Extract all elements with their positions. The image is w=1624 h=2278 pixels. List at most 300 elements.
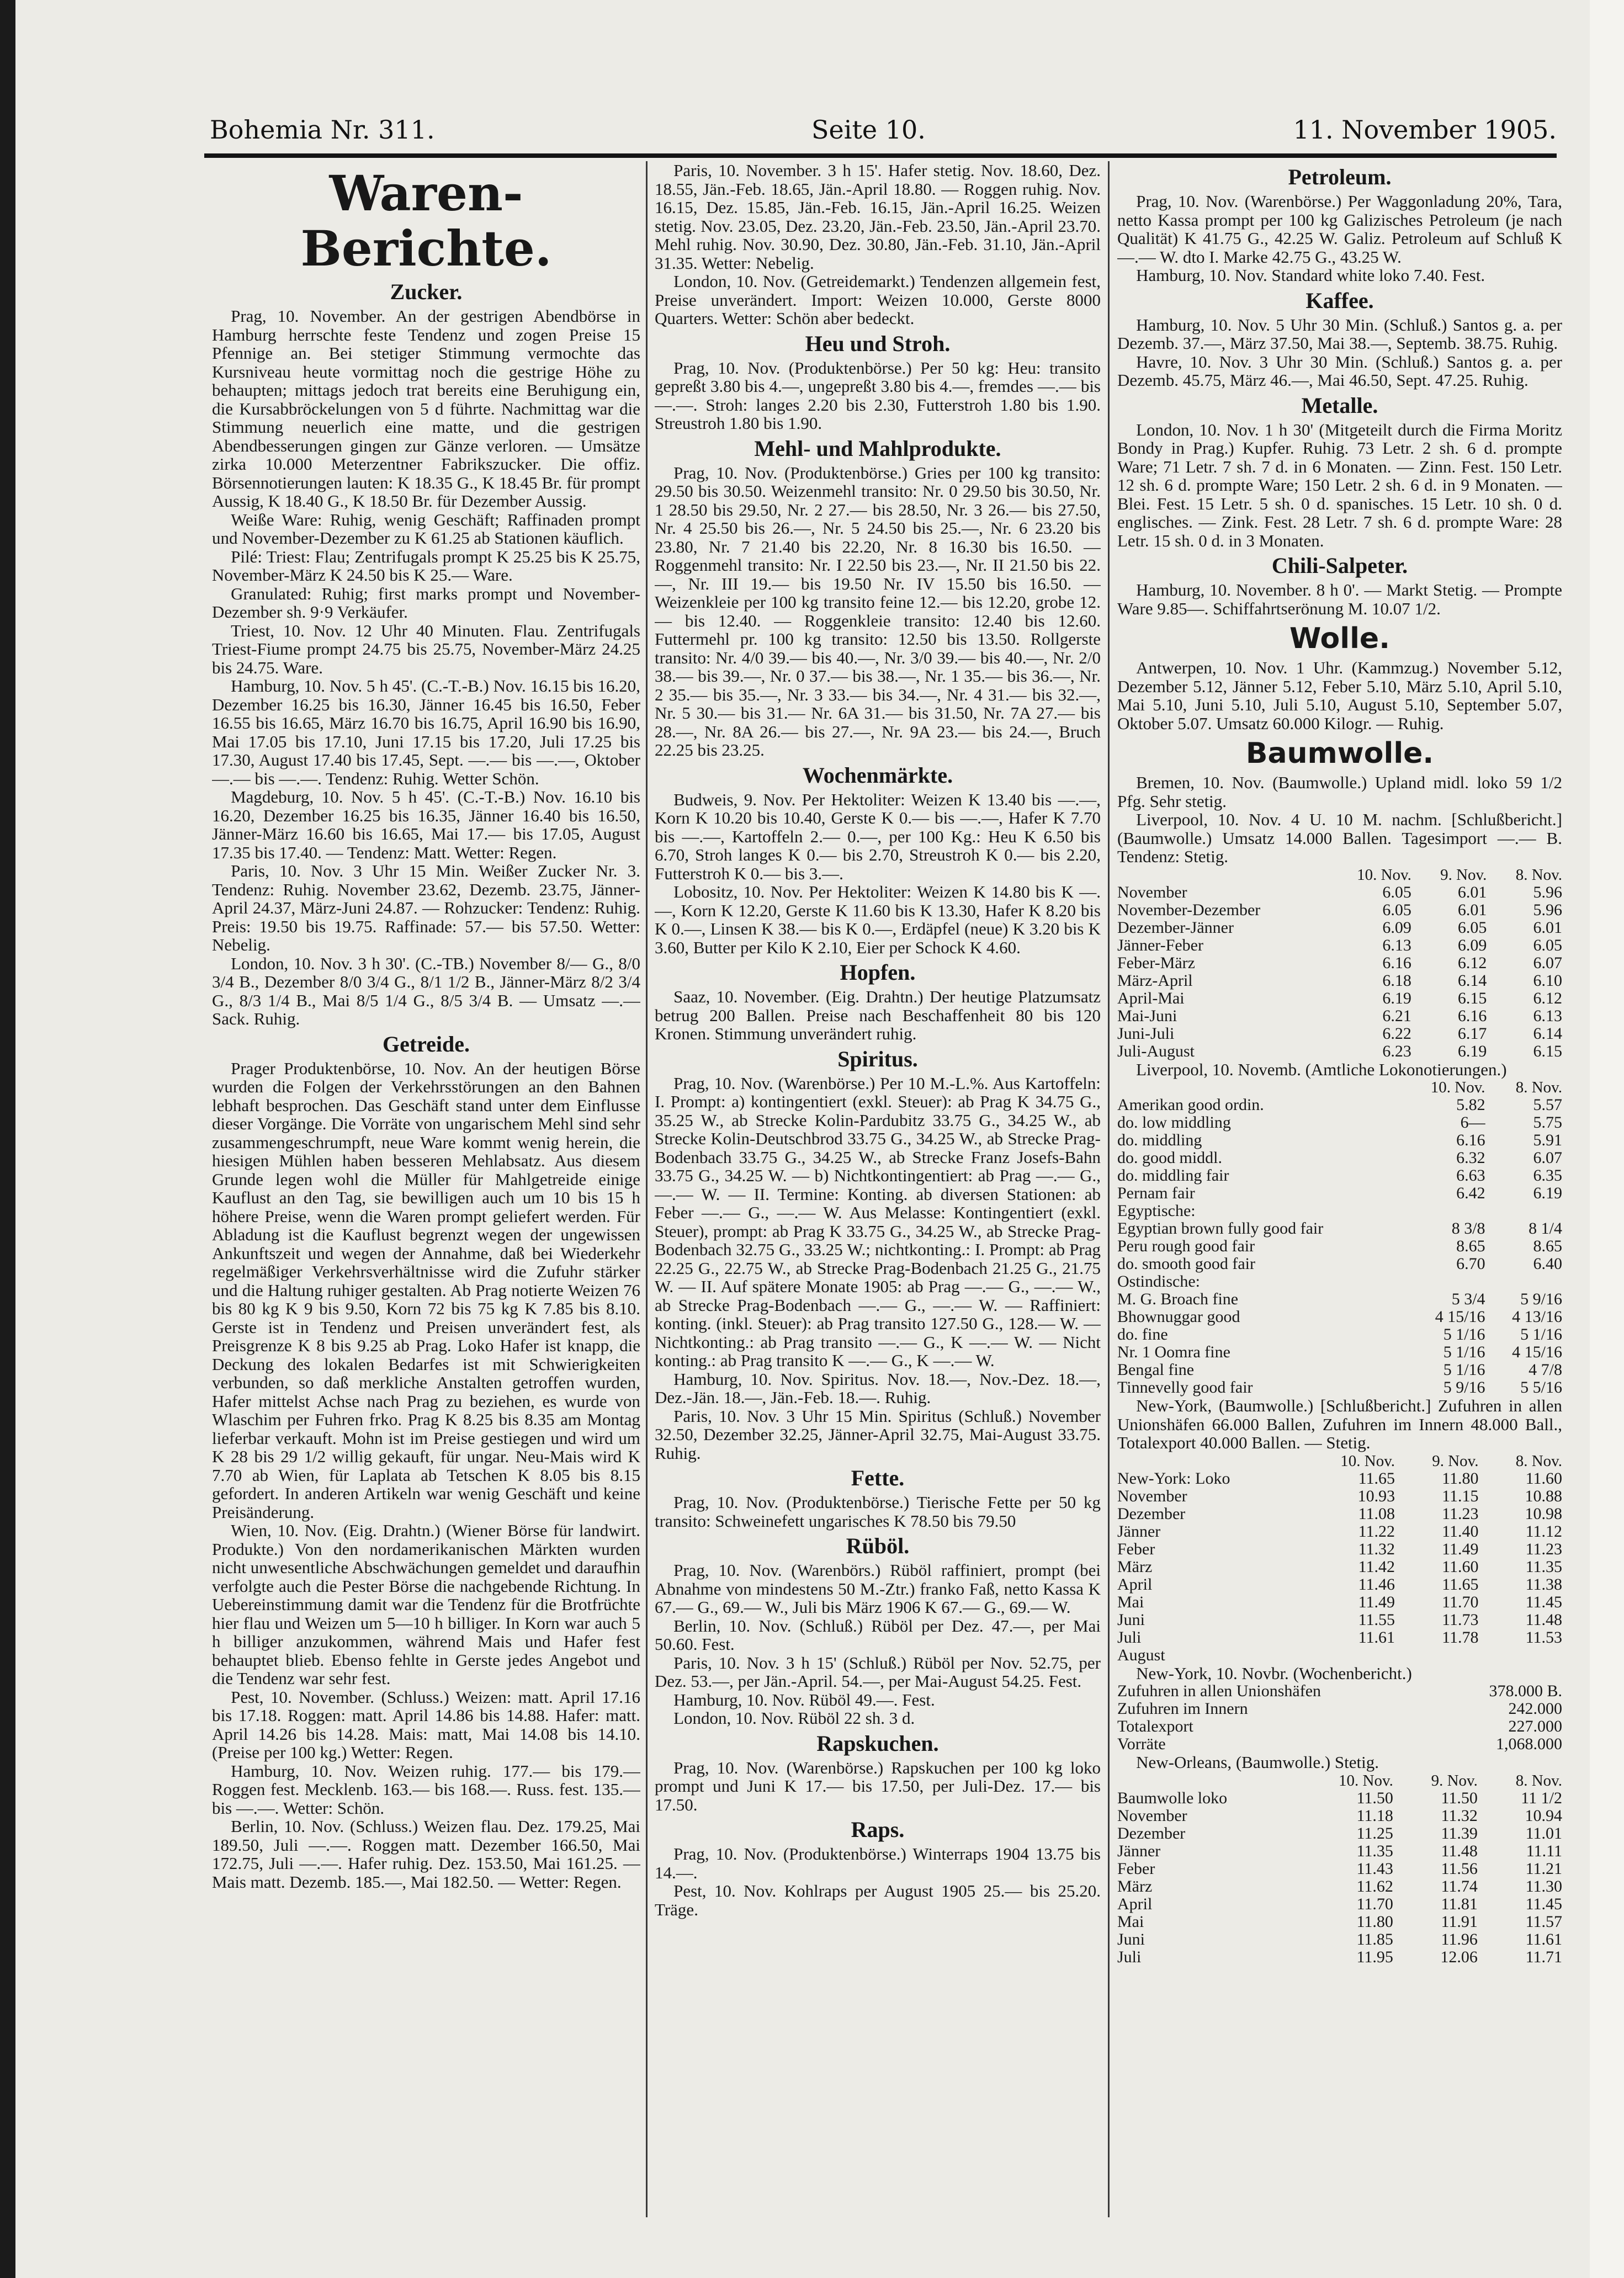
table-header-cell: 9. Nov. (1431, 1771, 1478, 1790)
report-kaffee-havre: Havre, 10. Nov. 3 Uhr 30 Min. (Schluß.) Santos g. a. per Dezemb. 45.75, März 46.—, Mai 46.50, Sept. 47.25. Ruhig. (1117, 352, 1562, 390)
table-cell: 6.14 (1533, 1024, 1562, 1043)
table-cell: 11.78 (1442, 1628, 1479, 1647)
table-cell: 5.91 (1533, 1131, 1562, 1149)
table-row (1117, 954, 1562, 972)
table-cell: Totalexport (1117, 1717, 1193, 1735)
report-zucker-hamburg: Hamburg, 10. Nov. 5 h 45'. (C.-T.-B.) Nov. 16.15 bis 16.20, Dezember 16.25 bis 16.30, Jänner 16.45 bis 16.50, Feber 16.55 bis 16.65, März 16.70 bis 16.75, April 16.90 bis 16.90, Mai 17.05 bis 17.10, Juni 17.15 bis 17.20, Juli 17.25 bis 17.30, August 17.40 bis 17.45, Sept. —.— bis —.—, Oktober —.— bis —.—. Tendenz: Ruhig. Wetter Schön. (212, 676, 640, 788)
table-cell: 11.95 (1356, 1947, 1393, 1966)
heading-wolle: Wolle. (1289, 622, 1390, 655)
table-cell: 11.12 (1525, 1522, 1562, 1541)
table-header-cell (1117, 1452, 1298, 1470)
table-cell: November (1117, 1486, 1187, 1505)
table-cell: 6.35 (1533, 1166, 1562, 1185)
table-header-cell: 10. Nov. (1357, 865, 1411, 884)
table-cell: 11.23 (1525, 1539, 1562, 1558)
heading-fette: Fette. (851, 1465, 905, 1490)
report-baumwolle-newyork: New-York, (Baumwolle.) [Schlußbericht.] Zufuhren in allen Unionshäfen 66.000 Ballen, Zufuhren im Innern 48.000 Ball., Totalexport 40.000 Ballen. — Stetig. (1117, 1396, 1562, 1452)
table-cell: 1,068.000 (1496, 1735, 1562, 1753)
table-cell: Jänner (1117, 1522, 1161, 1541)
table-cell: 11.48 (1525, 1610, 1562, 1629)
table-cell: 11.21 (1525, 1859, 1562, 1878)
table-row (1117, 1576, 1562, 1594)
table-cell: Dezember-Jänner (1117, 918, 1234, 937)
table-cell: do. low middling (1117, 1113, 1231, 1132)
table-cell: 8.65 (1456, 1237, 1485, 1255)
table-cell (1485, 1202, 1562, 1220)
table-row (1117, 1611, 1562, 1629)
table-newyork-wochenbericht (1117, 1682, 1562, 1753)
report-getreide-hamburg: Hamburg, 10. Nov. Weizen ruhig. 177.— bis 179.— Roggen fest. Mecklenb. 163.— bis 168.—. Russ. fest. 135.— bis —.—. Wetter: Schön. (212, 1761, 640, 1818)
table-cell: 10.93 (1357, 1486, 1395, 1505)
table-cell: 5 5/16 (1520, 1378, 1562, 1396)
table-cell: 6.01 (1457, 900, 1487, 919)
table-cell: Tinnevelly good fair (1117, 1378, 1253, 1396)
table-cell: 11.25 (1356, 1824, 1393, 1842)
table-cell: 6.13 (1533, 1006, 1562, 1025)
table-cell: November (1117, 883, 1187, 901)
table-cell: 11.35 (1525, 1557, 1562, 1576)
table-cell: 11.18 (1356, 1806, 1393, 1825)
table-header-cell: 10. Nov. (1340, 1452, 1395, 1470)
report-chili-hamburg: Hamburg, 10. November. 8 h 0'. — Markt Stetig. — Prompte Ware 9.85—. Schiffahrtserönung M. 10.07 1/2. (1117, 580, 1562, 618)
report-kaffee-hamburg: Hamburg, 10. Nov. 5 Uhr 30 Min. (Schluß.) Santos g. a. per Dezemb. 37.—, März 37.50, Mai 38.—, Septemb. 38.75. Ruhig. (1117, 315, 1562, 353)
table-cell: 11.30 (1525, 1877, 1562, 1895)
table-cell: do. middling fair (1117, 1166, 1229, 1185)
column-3 (1117, 161, 1562, 2217)
report-wolle-antwerpen: Antwerpen, 10. Nov. 1 Uhr. (Kammzug.) November 5.12, Dezember 5.12, Jänner 5.12, Feber 5.10, März 5.10, April 5.10, Mai 5.10, Juni 5.10, Juli 5.10, August 5.10, September 5.07, Oktober 5.07. Umsatz 60.000 Kilogr. — Ruhig. (1117, 658, 1562, 733)
table-cell: Juli-August (1117, 1042, 1195, 1060)
heading-getreide: Getreide. (382, 1031, 470, 1056)
table-cell: 5.57 (1533, 1096, 1562, 1114)
table-cell: Juni-Juli (1117, 1024, 1175, 1043)
report-mehl-prag: Prag, 10. Nov. (Produktenbörse.) Gries per 100 kg transito: 29.50 bis 30.50. Weizenmehl transito: Nr. 0 29.50 bis 30.50, Nr. 1 28.50 bis 29.50, Nr. 2 27.— bis 28.50, Nr. 3 26.— bis 27.50, Nr. 4 25.50 bis 26.—, Nr. 5 24.50 bis 25.—, Nr. 6 23.20 bis 23.80, Nr. 7 21.40 bis 22.20, Nr. 8 16.30 bis 16.50. — Roggenmehl transito: Nr. I 22.50 bis 23.—, Nr. II 21.50 bis 22.—, Nr. III 19.— bis 19.50 Nr. IV 15.50 bis 16.50. — Weizenkleie per 100 kg transito feine 12.— bis 12.20, grobe 12.— bis 12.40. — Roggenkleie transito: 12.40 bis 12.60. Futtermehl pr. 100 kg transito: 12.50 bis 13.50. Rollgerste transito: Nr. 4/0 39.— bis 40.—, Nr. 3/0 39.— bis 40.—, Nr. 2/0 38.— bis 39.—, Nr. 0 37.— bis 38.—, Nr. 1 35.— bis 36.—, Nr. 2 35.— bis 35.—, Nr. 3 33.— bis 34.—, Nr. 4 31.— bis 32.—, Nr. 5 30.— bis 31.— Nr. 6A 31.— bis 31.50, Nr. 7A 27.— bis 28.—, Nr. 8A 26.— bis 27.—, Nr. 9A 23.— bis 24.—, Bruch 22.25 bis 23.25. (655, 463, 1101, 760)
table-cell: 11.48 (1441, 1841, 1478, 1860)
table-cell: 11.50 (1441, 1788, 1478, 1807)
table-cell: Feber (1117, 1539, 1155, 1558)
table-cell: 6.01 (1457, 883, 1487, 901)
table-liverpool-loko (1117, 1079, 1562, 1396)
table-cell: 11.62 (1356, 1877, 1393, 1895)
table-cell: 5.75 (1533, 1113, 1562, 1132)
table-cell: 6— (1460, 1113, 1485, 1132)
table-row (1117, 1344, 1562, 1361)
table-cell: 6.18 (1382, 971, 1411, 990)
table-cell: 4 7/8 (1529, 1361, 1562, 1379)
report-raps-pest: Pest, 10. Nov. Kohlraps per August 1905 25.— bis 25.20. Träge. (655, 1881, 1101, 1919)
table-cell: 11.81 (1441, 1894, 1478, 1913)
scan-edge (0, 0, 15, 2278)
table-cell: 11.40 (1442, 1522, 1479, 1541)
table-cell: 6.40 (1533, 1255, 1562, 1273)
table-cell: 6.42 (1456, 1184, 1485, 1202)
table-row (1117, 1149, 1562, 1167)
report-petroleum-prag: Prag, 10. Nov. (Warenbörse.) Per Waggonladung 20%, Tara, netto Kassa prompt per 100 kg Galizisches Petroleum (je nach Qualität) K 41.75 G., 42.25 W. Galiz. Petroleum auf Schluß K —.— W. dto I. Marke 42.75 G., 43.25 W. (1117, 192, 1562, 267)
adjacent-page-strip (1590, 0, 1624, 2278)
header-rule (204, 153, 1557, 158)
table-cell: 6.16 (1457, 1006, 1487, 1025)
table-cell: Amerikan good ordin. (1117, 1096, 1264, 1114)
table-cell: 11.08 (1358, 1504, 1395, 1523)
report-baumwolle-liverpool: Liverpool, 10. Nov. 4 U. 10 M. nachm. [Schlußbericht.] (Baumwolle.) Umsatz 14.000 Ballen. Tagesimport —.— B. Tendenz: Stetig. (1117, 810, 1562, 866)
heading-spiritus: Spiritus. (837, 1046, 918, 1071)
table-cell: April (1117, 1894, 1153, 1913)
header-issue: Bohemia Nr. 311. (210, 115, 435, 145)
table-row (1117, 1558, 1562, 1576)
table-row (1117, 884, 1562, 901)
table-header-cell: 10. Nov. (1430, 1079, 1485, 1096)
table-row (1117, 1505, 1562, 1523)
report-heu-prag: Prag, 10. Nov. (Produktenbörse.) Per 50 kg: Heu: transito gepreßt 3.80 bis 4.—, ungepreßt 3.80 bis 4.—, fremdes —.— bis —.—. Stroh: langes 2.20 bis 2.30, Futterstroh 1.80 bis 1.90. Streustroh 1.80 bis 1.90. (655, 358, 1101, 433)
table-cell: 11.61 (1525, 1930, 1562, 1948)
table-cell (1479, 1647, 1562, 1664)
heading-chili-salpeter: Chili-Salpeter. (1271, 553, 1408, 578)
table-row (1117, 990, 1562, 1007)
table-cell: 11.80 (1356, 1912, 1393, 1931)
table-cell: 242.000 (1508, 1700, 1562, 1718)
table-cell: 5 1/16 (1520, 1325, 1562, 1344)
report-rueboel-prag: Prag, 10. Nov. (Warenbörs.) Rüböl raffiniert, prompt (bei Abnahme von mindestens 50 M.-Ztr.) franko Faß, netto Kassa K 67.— G., 69.— W., Juli bis März 1906 K 67.— G., 69.— W. (655, 1560, 1101, 1617)
table-row (1117, 1238, 1562, 1255)
table-row (1117, 1361, 1562, 1379)
report-spiritus-prag: Prag, 10. Nov. (Warenbörse.) Per 10 M.-L.%. Aus Kartoffeln: I. Prompt: a) kontingentiert (exkl. Steuer): ab Prag K 34.75 G., 35.25 W., ab Strecke Kolin-Pardubitz 33.75 G., 34.25 W., ab Strecke Kolin-Deutschbrod 33.75 G., 34.25 W., ab Strecke Prag-Bodenbach 33.75 G., 34.25 W., ab Strecke Franz Josefs-Bahn 33.75 G., 34.25 W. — b) Nichtkontingentiert: ab Prag —.— G., —.— W. — II. Termine: Konting. ab diversen Stationen: ab Feber —.— G., —.— W. Aus Melasse: Kontingentiert (exkl. Steuer), prompt: ab Prag K 33.75 G., 34.25 W., ab Strecke Prag-Bodenbach 32.75 G., 33.25 W.; nichtkonting.: I. Prompt: ab Prag 22.25 G., 22.75 W., ab Strecke Prag-Bodenbach 21.25 G., 21.75 W. — II. Auf spätere Monate 1905: ab Prag —.— G., —.— W., ab Strecke Prag-Bodenbach —.— G., —.— W. — Raffiniert: konting. (inkl. Steuer): ab Prag transito 127.50 G., 128.— W. — Nichtkonting.: ab Prag transito —.— G., K —.— W. — Nicht konting.: ab Prag transito K —.— G., K —.— W. (655, 1073, 1101, 1370)
heading-raps: Raps. (851, 1817, 905, 1842)
table-cell: 6.15 (1533, 1042, 1562, 1060)
table-row (1117, 1807, 1562, 1825)
table-cell: 11.42 (1358, 1557, 1395, 1576)
table-cell: 4 15/16 (1435, 1308, 1485, 1326)
report-getreide-pest: Pest, 10. November. (Schluss.) Weizen: matt. April 17.16 bis 17.18. Roggen: matt. April 14.86 bis 14.88. Hafer: matt. April 14.26 bis 14.28. Mais: matt, Mai 14.08 bis 14.10. (Preise per 100 kg.) Wetter: Regen. (212, 1687, 640, 1762)
table-cell: 8.65 (1533, 1237, 1562, 1255)
table-header-cell: 8. Nov. (1515, 865, 1562, 884)
table-row (1117, 1913, 1562, 1931)
report-petroleum-hamburg: Hamburg, 10. Nov. Standard white loko 7.40. Fest. (1136, 265, 1485, 285)
table-header-cell: 9. Nov. (1440, 865, 1487, 884)
page-header (210, 115, 1557, 148)
table-header-cell (1117, 866, 1324, 884)
table-cell: Juni (1117, 1930, 1145, 1948)
report-baumwolle-newyork-woche: New-York, 10. Novbr. (Wochenbericht.) (1136, 1663, 1412, 1683)
table-cell: 11.80 (1442, 1469, 1479, 1488)
column-divider (1108, 161, 1110, 2217)
report-fette-prag: Prag, 10. Nov. (Produktenbörse.) Tierische Fette per 50 kg transito: Schweinefett ungarisches K 78.50 bis 79.50 (655, 1493, 1101, 1531)
table-row (1117, 1132, 1562, 1149)
table-cell: Zufuhren in allen Unionshäfen (1117, 1682, 1322, 1700)
table-cell: 11.60 (1442, 1557, 1479, 1576)
table-row (1117, 1860, 1562, 1878)
table-cell: 11.45 (1525, 1894, 1562, 1913)
table-cell: 11 1/2 (1521, 1788, 1562, 1807)
section-title: Waren-Berichte. (300, 164, 552, 277)
table-cell: Jänner (1117, 1841, 1161, 1860)
table-row (1117, 1629, 1562, 1647)
table-row (1117, 1025, 1562, 1043)
table-row (1117, 1096, 1562, 1114)
table-cell: do. good middl. (1117, 1149, 1223, 1167)
table-cell: 11.50 (1356, 1788, 1393, 1807)
table-cell: März (1117, 1557, 1153, 1576)
table-cell: 6.21 (1382, 1006, 1411, 1025)
table-row (1117, 1878, 1562, 1895)
table-cell: 6.16 (1382, 953, 1411, 972)
table-row (1117, 972, 1562, 990)
report-getreide-berlin: Berlin, 10. Nov. (Schluss.) Weizen flau. Dez. 179.25, Mai 189.50, Juli —.—. Roggen matt. Dezember 166.50, Mai 172.75, Juli —.—. Hafer ruhig. Dez. 153.50, Mai 161.25. — Mais matt. Dezemb. 185.—, Mai 182.50. — Wetter: Regen. (212, 1817, 640, 1892)
table-cell: 11.39 (1441, 1824, 1478, 1842)
table-cell: März-April (1117, 971, 1193, 990)
table-cell: 8 3/8 (1451, 1219, 1485, 1238)
table-cell: 6.19 (1457, 1042, 1487, 1060)
table-row (1117, 1379, 1562, 1396)
table-row (1117, 1790, 1562, 1807)
table-header-cell: 8. Nov. (1515, 1771, 1562, 1790)
table-cell: 11.70 (1442, 1592, 1479, 1611)
report-zucker-paris: Paris, 10. Nov. 3 Uhr 15 Min. Weißer Zucker Nr. 3. Tendenz: Ruhig. November 23.62, Dezemb. 23.75, Jänner-April 24.37, März-Juni 24.87. — Rohzucker: Tendenz: Ruhig. Preis: 19.50 bis 19.75. Raffinade: 57.— bis 57.50. Wetter: Nebelig. (212, 861, 640, 954)
table-header-cell (1117, 1772, 1296, 1790)
table-header-cell: 10. Nov. (1339, 1771, 1393, 1790)
table-cell: 5 1/16 (1443, 1325, 1485, 1344)
table-row (1117, 937, 1562, 954)
table-cell: 4 13/16 (1512, 1308, 1562, 1326)
report-rueboel-hamburg: Hamburg, 10. Nov. Rüböl 49.—. Fest. (673, 1690, 935, 1709)
table-cell: 6.12 (1457, 953, 1487, 972)
table-row (1117, 1931, 1562, 1948)
column-divider (646, 161, 648, 2217)
table-cell: Dezember (1117, 1504, 1186, 1523)
report-rueboel-london: London, 10. Nov. Rüböl 22 sh. 3 d. (673, 1708, 915, 1728)
table-cell: 11.74 (1441, 1877, 1478, 1895)
table-cell: 6.10 (1533, 971, 1562, 990)
table-header-cell: 9. Nov. (1432, 1452, 1479, 1470)
table-cell: 6.23 (1382, 1042, 1411, 1060)
table-cell: M. G. Broach fine (1117, 1290, 1239, 1308)
heading-rueboel: Rüböl. (846, 1533, 910, 1558)
report-zucker-triest: Triest, 10. Nov. 12 Uhr 40 Minuten. Flau. Zentrifugals Triest-Fiume prompt 24.75 bis 25.75, November-März 24.25 bis 24.75. Ware. (212, 620, 640, 677)
report-getreide-paris: Paris, 10. November. 3 h 15'. Hafer stetig. Nov. 18.60, Dez. 18.55, Jän.-Feb. 18.65, Jän.-April 18.80. — Roggen ruhig. Nov. 16.15, Dez. 15.85, Jän.-Feb. 16.15, Jän.-April 16.25. Weizen stetig. Nov. 23.05, Dez. 23.20, Jän.-Feb. 23.50, Jän.-April 23.70. Mehl ruhig. Nov. 30.90, Dez. 30.80, Jän.-Feb. 31.10, Jän.-April 31.35. Wetter: Nebelig. (655, 161, 1101, 273)
report-zucker-prag: Prag, 10. November. An der gestrigen Abendbörse in Hamburg herrschte feste Tendenz und zogen Preise 15 Pfennige an. Bei stetiger Stimmung vermochte das Kursniveau heute vormittag noch die gestrige Höhe zu behaupten; mittags jedoch trat bereits eine Beruhigung ein, die Kursabbröckelungen von 5 d führte. Nachmittag war die Stimmung neuerlich eine matte, und die gestrigen Abendbesserungen gingen zur Gänze verloren. — Umsätze zirka 10.000 Meterzentner Fabrikszucker. Die offiz. Börsennotierungen lauten: K 18.35 G., K 18.45 Br. für prompt Aussig, K 18.40 G., K 18.50 Br. für Dezember Aussig. (212, 306, 640, 511)
table-cell: April (1117, 1575, 1153, 1594)
table-cell: 5 1/16 (1443, 1361, 1485, 1379)
table-cell: do. middling (1117, 1131, 1202, 1149)
table-header-cell (1117, 1079, 1402, 1096)
table-row (1117, 1043, 1562, 1060)
table-cell: 6.16 (1456, 1131, 1485, 1149)
table-row (1117, 1308, 1562, 1326)
heading-wochenmaerkte: Wochenmärkte. (802, 762, 953, 788)
table-cell: 11.23 (1442, 1504, 1479, 1523)
table-cell: 6.05 (1382, 900, 1411, 919)
table-row (1117, 1718, 1562, 1735)
report-getreide-prag: Prager Produktenbörse, 10. Nov. An der heutigen Börse wurden die Folgen der Verkehrsstörungen an den Bahnen lebhaft besprochen. Das Geschäft stand unter dem Einflusse dieser Vorgänge. Die Vorräte von ungarischem Mehl sind sehr zusammengeschrumpft, neue Ware kommt wenig herein, die hiesigen Mühlen haben besseren Mehlabsatz. Aus diesem Grunde legen wohl die Müller für Mahlgetreide einige Kauflust an den Tag, sie bewilligen auch um 10 bis 15 h höhere Preise, wenn die Waren prompt geliefert werden. Für Abladung ist die Kauflust begrenzt wegen der ungewissen Ankunftszeit und wegen der Annahme, daß bei Wiederkehr regelmäßiger Verkehrsverhältnisse wird die Zufuhr stärker und die Haltung ruhiger gestalten. Ab Prag notierte Weizen 76 bis 80 kg K 9 bis 9.50, Korn 72 bis 75 kg K 7.85 bis 8.10. Gerste ist in Tendenz und Preisen unverändert fest, als Preisgrenze K 8 bis 9.25 ab Prag. Loko Hafer ist knapp, die Deckung des lokalen Bedarfes ist mit Schwierigkeiten verbunden, so daß merkliche Anstalten getroffen wurden, Hafer mittelst Achse nach Prag zu beziehen, es wurde von Wlaschim per Fuhren frko. Prag K 8.25 bis 8.35 am Montag lieferbar verkauft. Mohn ist im Preise gestiegen und wird um K 28 bis 29 1/2 willig gekauft, für ungar. Neu-Mais wird K 7.70 ab Wien, für Laplata ab Tetschen K 8.05 bis 8.15 gefordert. In anderen Artikeln war wenig Geschäft und keine Preisänderung. (212, 1058, 640, 1522)
table-cell: 11.49 (1442, 1539, 1479, 1558)
table-cell: Mai (1117, 1912, 1144, 1931)
table-cell: do. fine (1117, 1325, 1168, 1344)
column-1 (212, 161, 640, 2217)
report-spiritus-hamburg: Hamburg, 10. Nov. Spiritus. Nov. 18.—, Nov.-Dez. 18.—, Dez.-Jän. 18.—, Jän.-Feb. 18.—. Ruhig. (655, 1369, 1101, 1407)
table-cell: Bhownuggar good (1117, 1308, 1240, 1326)
heading-kaffee: Kaffee. (1305, 288, 1374, 313)
header-date: 11. November 1905. (1293, 115, 1557, 145)
table-row (1117, 1488, 1562, 1505)
table-cell: 11.65 (1358, 1469, 1395, 1488)
table-cell: 4 15/16 (1512, 1343, 1562, 1361)
table-cell: 378.000 B. (1489, 1682, 1562, 1700)
report-getreide-wien: Wien, 10. Nov. (Eig. Drahtn.) (Wiener Börse für landwirt. Produkte.) Von den nordamerikanischen Märkten wurden nicht unwesentliche Abschwächungen gemeldet und daraufhin verfolgte auch die Pester Börse die nachgebende Richtung. In Uebereinstimmung damit war die Tendenz für die Brotfrüchte hier flau und Weizen um 5—10 h billiger. In Korn war auch 5 h billiger anzukommen, während Mais und Hafer fest behauptet blieb. Ebenso fehlte in Gerste jedes Angebot und die Tendenz war sehr fest. (212, 1521, 640, 1688)
table-cell: 12.06 (1440, 1947, 1478, 1966)
table-cell: Juni (1117, 1610, 1145, 1629)
table-cell: 6.05 (1382, 883, 1411, 901)
heading-mehl: Mehl- und Mahlprodukte. (754, 436, 1001, 461)
table-cell: Dezember (1117, 1824, 1186, 1842)
table-row (1117, 1007, 1562, 1025)
report-zucker-london: London, 10. Nov. 3 h 30'. (C.-TB.) November 8/— G., 8/0 3/4 B., Dezember 8/0 3/4 G., 8/1 1/2 B., Jänner-März 8/2 3/4 G., 8/3 1/4 B., Mai 8/5 1/4 G., 8/5 3/4 B. — Umsatz —.— Sack. Ruhig. (212, 953, 640, 1028)
table-cell: Mai-Juni (1117, 1006, 1177, 1025)
table-row (1117, 1594, 1562, 1611)
column-2 (655, 161, 1101, 2217)
table-cell: November-Dezember (1117, 900, 1261, 919)
table-row (1117, 1523, 1562, 1541)
table-cell: 6.32 (1456, 1149, 1485, 1167)
table-cell: Baumwolle loko (1117, 1788, 1228, 1807)
table-row (1117, 1273, 1562, 1291)
report-rueboel-paris: Paris, 10. Nov. 3 h 15' (Schluß.) Rüböl per Nov. 52.75, per Dez. 53.—, per Jän.-April. 54.—, per Mai-August 54.25. Fest. (655, 1653, 1101, 1691)
table-cell: Egyptische: (1117, 1202, 1196, 1220)
table-cell: 6.19 (1382, 989, 1411, 1007)
table-row (1117, 1326, 1562, 1344)
table-cell: Egyptian brown fully good fair (1117, 1219, 1324, 1238)
heading-zucker: Zucker. (390, 279, 463, 304)
table-cell (1395, 1647, 1478, 1664)
table-cell: 6.09 (1457, 936, 1487, 954)
table-cell: 5.82 (1456, 1096, 1485, 1114)
table-cell: Vorräte (1117, 1735, 1166, 1753)
table-header-row (1117, 866, 1562, 884)
table-cell: 11.61 (1358, 1628, 1395, 1647)
table-liverpool-termine (1117, 866, 1562, 1060)
heading-rapskuchen: Rapskuchen. (816, 1730, 939, 1756)
table-cell: 6.17 (1457, 1024, 1487, 1043)
heading-metalle: Metalle. (1301, 392, 1378, 418)
table-cell: 11.56 (1441, 1859, 1478, 1878)
table-cell: 5.96 (1533, 883, 1562, 901)
table-row (1117, 1735, 1562, 1753)
table-cell: 11.32 (1358, 1539, 1395, 1558)
table-cell: 5.96 (1533, 900, 1562, 919)
report-metalle-london: London, 10. Nov. 1 h 30' (Mitgeteilt durch die Firma Moritz Bondy in Prag.) Kupfer. Ruhig. 73 Letr. 2 sh. 6 d. prompte Ware; 71 Letr. 7 sh. 7 d. in 6 Monaten. — Zinn. Fest. 150 Letr. 12 sh. 6 d. prompte Ware; 150 Letr. 2 sh. 6 d. in 9 Monaten. — Blei. Fest. 15 Letr. 5 sh. 0 d. spanisches. 15 Letr. 10 sh. 0 d. englisches. — Zink. Fest. 28 Letr. 7 sh. 6 d. prompte Ware: 28 Letr. 15 sh. 0 d. in 3 Monaten. (1117, 420, 1562, 550)
table-cell: 11.35 (1356, 1841, 1393, 1860)
table-cell: 10.88 (1525, 1486, 1562, 1505)
table-cell: März (1117, 1877, 1153, 1895)
table-cell (1298, 1647, 1395, 1664)
table-cell: 11.15 (1442, 1486, 1479, 1505)
report-zucker-magdeburg: Magdeburg, 10. Nov. 5 h 45'. (C.-T.-B.) Nov. 16.10 bis 16.20, Dezember 16.25 bis 16.35, Jänner 16.40 bis 16.50, Jänner-März 16.60 bis 16.65, Mai 17.— bis 17.05, August 17.35 bis 17.40. — Tendenz: Matt. Wetter: Regen. (212, 787, 640, 862)
table-cell: 5 3/4 (1451, 1290, 1485, 1308)
table-cell: 6.05 (1457, 918, 1487, 937)
table-row (1117, 1220, 1562, 1238)
table-cell: 11.57 (1525, 1912, 1562, 1931)
table-row (1117, 901, 1562, 919)
report-baumwolle-bremen: Bremen, 10. Nov. (Baumwolle.) Upland midl. loko 59 1/2 Pfg. Sehr stetig. (1117, 773, 1562, 811)
table-header-row (1117, 1452, 1562, 1470)
report-zucker-weisse-ware: Weiße Ware: Ruhig, wenig Geschäft; Raffinaden prompt und November-Dezember zu K 61.25 ab Stationen käuflich. (212, 509, 640, 548)
table-row (1117, 1647, 1562, 1664)
table-cell: 5 1/16 (1443, 1343, 1485, 1361)
report-zucker-granulated: Granulated: Ruhig; first marks prompt und November-Dezember sh. 9·9 Verkäufer. (212, 583, 640, 622)
table-cell: 6.15 (1457, 989, 1487, 1007)
table-cell: 10.98 (1525, 1504, 1562, 1523)
table-cell: Zufuhren im Innern (1117, 1700, 1248, 1718)
table-cell: 11.53 (1525, 1628, 1562, 1647)
report-baumwolle-neworleans: New-Orleans, (Baumwolle.) Stetig. (1136, 1753, 1379, 1772)
report-zucker-pile: Pilé: Triest: Flau; Zentrifugals prompt K 25.25 bis K 25.75, November-März K 24.50 bis K 25.— Ware. (212, 546, 640, 585)
table-cell: 11.71 (1525, 1947, 1562, 1966)
report-rapskuchen-prag: Prag, 10. Nov. (Warenbörse.) Rapskuchen per 100 kg loko prompt und Juni K 17.— bis 17.50, per Juli-Dez. 17.— bis 17.50. (655, 1757, 1101, 1814)
table-cell: Nr. 1 Oomra fine (1117, 1343, 1230, 1361)
report-spiritus-paris: Paris, 10. Nov. 3 Uhr 15 Min. Spiritus (Schluß.) November 32.50, Dezember 32.25, Jänner-April 32.75, Mai-August 33.75. Ruhig. (655, 1406, 1101, 1463)
table-cell: 11.01 (1525, 1824, 1562, 1842)
table-row (1117, 1255, 1562, 1273)
table-cell: 5 9/16 (1520, 1290, 1562, 1308)
table-row (1117, 1895, 1562, 1913)
heading-heu-stroh: Heu und Stroh. (805, 331, 951, 356)
table-cell: 11.45 (1525, 1592, 1562, 1611)
table-row (1117, 1948, 1562, 1966)
table-cell: 6.63 (1456, 1166, 1485, 1185)
table-cell: Jänner-Feber (1117, 936, 1203, 954)
heading-hopfen: Hopfen. (840, 960, 916, 985)
table-row (1117, 1700, 1562, 1718)
table-cell: Mai (1117, 1592, 1144, 1611)
table-row (1117, 1541, 1562, 1558)
table-cell: 6.09 (1382, 918, 1411, 937)
report-hopfen-saaz: Saaz, 10. November. (Eig. Drahtn.) Der heutige Platzumsatz betrug 200 Ballen. Preise nach Beschaffenheit 80 bis 120 Kronen. Stimmung unverändert ruhig. (655, 987, 1101, 1043)
report-getreide-london: London, 10. Nov. (Getreidemarkt.) Tendenzen allgemein fest, Preise unverändert. Import: Weizen 10.000, Gerste 8000 Quarters. Wetter: Schön aber bedeckt. (655, 272, 1101, 328)
table-cell: Juli (1117, 1628, 1142, 1647)
table-cell: 5 9/16 (1443, 1378, 1485, 1396)
report-baumwolle-liverpool-loko: Liverpool, 10. Novemb. (Amtliche Lokonotierungen.) (1136, 1059, 1507, 1079)
table-cell: 8 1/4 (1529, 1219, 1562, 1238)
table-row (1117, 1470, 1562, 1488)
table-header-cell: 8. Nov. (1515, 1452, 1562, 1470)
table-header-row (1117, 1079, 1562, 1096)
table-cell: Ostindische: (1117, 1272, 1200, 1291)
table-cell: 10.94 (1525, 1806, 1562, 1825)
table-row (1117, 1114, 1562, 1132)
table-cell: 11.60 (1525, 1469, 1562, 1488)
table-cell: 11.85 (1356, 1930, 1393, 1948)
table-cell: 6.22 (1382, 1024, 1411, 1043)
table-cell: 6.07 (1533, 1149, 1562, 1167)
table-cell (1402, 1273, 1485, 1291)
table-row (1117, 1167, 1562, 1185)
table-cell: 227.000 (1508, 1717, 1562, 1735)
table-row (1117, 919, 1562, 937)
table-cell: 11.38 (1525, 1575, 1562, 1594)
table-header-cell: 8. Nov. (1515, 1079, 1562, 1096)
report-lobositz: Lobositz, 10. Nov. Per Hektoliter: Weizen K 14.80 bis K —.—, Korn K 12.20, Gerste K 11.60 bis K 13.30, Hafer K 8.20 bis K 0.—, Linsen K 38.— bis K 0.—, Erdäpfel (neue) K 3.20 bis K 3.60, Butter per Kilo K 2.10, Eier per Schock K 4.60. (655, 882, 1101, 957)
table-row (1117, 1825, 1562, 1842)
table-cell: 6.13 (1382, 936, 1411, 954)
header-page-number: Seite 10. (811, 115, 926, 145)
table-cell: 11.55 (1358, 1610, 1395, 1629)
table-row (1117, 1185, 1562, 1202)
table-cell: 6.05 (1533, 936, 1562, 954)
table-cell: 11.70 (1356, 1894, 1393, 1913)
table-cell: Bengal fine (1117, 1361, 1195, 1379)
table-cell: 6.70 (1456, 1255, 1485, 1273)
table-cell: New-York: Loko (1117, 1469, 1230, 1488)
table-cell: 6.14 (1457, 971, 1487, 990)
table-row (1117, 1842, 1562, 1860)
table-cell: 11.73 (1442, 1610, 1479, 1629)
